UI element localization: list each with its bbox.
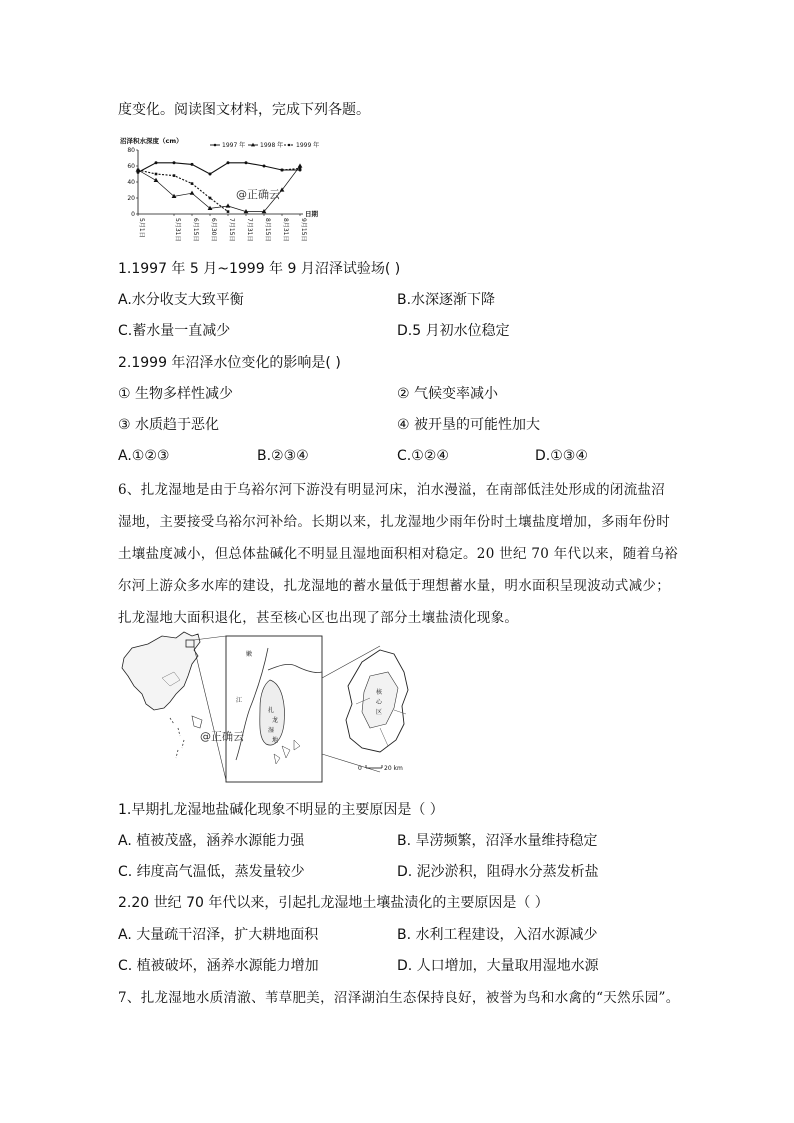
q6-paragraph-line: 土壤盐度减小，但总体盐碱化不明显且湿地面积相对稳定。20 世纪 70 年代以来，随着乌裕 — [118, 546, 678, 562]
chart-xlabel: 日期 — [305, 210, 318, 218]
q6-paragraph-line: 扎龙湿地大面积退化，甚至核心区也出现了部分土壤盐渍化现象。 — [118, 610, 519, 626]
q6-1-option-b[interactable]: B. 旱涝频繁，沼泽水量维持稳定 — [397, 833, 598, 849]
x-tick-label: 5月31日 — [174, 218, 181, 242]
data-point — [209, 173, 212, 176]
q6-2-stem: 2.20 世纪 70 年代以来，引起扎龙湿地土壤盐渍化的主要原因是（ ） — [118, 895, 549, 911]
x-tick-label: 9月15日 — [300, 218, 307, 242]
q6-paragraph — [118, 474, 678, 634]
china-outline — [122, 632, 200, 710]
q5-2-item-1: ① 生物多样性减少 — [118, 386, 234, 402]
q5-2-option-c[interactable]: C.①②④ — [397, 448, 449, 464]
chart-ylabel: 沼泽积水深度（cm） — [120, 137, 183, 145]
map-label: 龙 — [272, 717, 279, 724]
q6-paragraph-line: 尔河上游众多水库的建设，扎龙湿地的蓄水量低于理想蓄水量，明水面积呈现波动式减少； — [118, 578, 670, 594]
q6-paragraph-line: 6、扎龙湿地是由于乌裕尔河下游没有明显河床，泊水漫溢，在南部低洼处形成的闭流盐沼 — [118, 482, 666, 498]
x-tick-label: 8月31日 — [282, 218, 289, 242]
q6-2-option-d[interactable]: D. 人口增加，大量取用湿地水源 — [397, 958, 599, 974]
scale-text: 20 km — [384, 765, 403, 772]
map-label: 嫩 — [246, 651, 253, 658]
south-china-sea-dashes — [170, 718, 184, 758]
data-point — [209, 197, 212, 200]
taiwan-outline — [192, 716, 202, 728]
y-tick-label: 0 — [131, 211, 135, 218]
chart-watermark: @正确云 — [236, 188, 280, 201]
q5-2-item-4: ④ 被开垦的可能性加大 — [397, 417, 541, 433]
data-point — [298, 163, 303, 167]
data-point — [154, 178, 159, 182]
data-point — [227, 161, 230, 164]
data-point — [281, 169, 284, 172]
map-label: 湿 — [268, 727, 275, 734]
q5-1-option-a[interactable]: A.水分收支大致平衡 — [118, 292, 244, 308]
q5-1-option-b[interactable]: B.水深逐渐下降 — [397, 292, 496, 308]
data-point — [245, 161, 248, 164]
data-point — [263, 165, 266, 168]
q5-1-option-c[interactable]: C.蓄水量一直减少 — [118, 323, 231, 339]
map-label: 区 — [376, 709, 383, 716]
series-line — [138, 163, 300, 174]
zhalong-map-svg — [118, 628, 418, 788]
q5-2-item-3: ③ 水质趋于恶化 — [118, 417, 220, 433]
map-label: 心 — [376, 699, 383, 706]
q5-2-stem: 2.1999 年沼泽水位变化的影响是( ) — [118, 355, 341, 371]
data-point — [155, 173, 158, 176]
q6-1-option-a[interactable]: A. 植被茂盛，涵养水源能力强 — [118, 833, 305, 849]
legend-label: 1997 年 — [222, 142, 246, 149]
q7-text: 7、扎龙湿地水质清澈、苇草肥美，沼泽湖泊生态保持良好，被誉为鸟和水禽的“天然乐园”。 — [118, 990, 680, 1006]
q6-1-option-d[interactable]: D. 泥沙淤积，阻碍水分蒸发析盐 — [397, 864, 599, 880]
data-point — [226, 203, 231, 207]
q5-2-item-2: ② 气候变率减小 — [397, 386, 499, 402]
y-tick-label: 60 — [127, 163, 135, 170]
data-point — [227, 210, 230, 213]
water-depth-chart — [118, 134, 323, 250]
q5-1-stem: 1.1997 年 5 月~1999 年 9 月沼泽试验场( ) — [118, 261, 401, 277]
legend-marker — [214, 144, 217, 147]
y-tick-label: 20 — [127, 195, 135, 202]
q6-2-option-a[interactable]: A. 大量疏干沼泽，扩大耕地面积 — [118, 927, 319, 943]
x-tick-label: 6月30日 — [210, 218, 217, 242]
map-label: 江 — [236, 697, 243, 704]
data-point — [190, 191, 195, 195]
x-tick-label: 8月15日 — [264, 218, 271, 242]
q5-2-option-d[interactable]: D.①③④ — [535, 448, 588, 464]
y-tick-label: 40 — [127, 179, 135, 186]
scale-zero: 0 — [358, 765, 362, 772]
zhalong-wetland-map — [118, 628, 418, 792]
q5-2-option-a[interactable]: A.①②③ — [118, 448, 170, 464]
x-tick-label: 5月1日 — [138, 218, 145, 238]
data-point — [155, 161, 158, 164]
q5-1-option-d[interactable]: D.5 月初水位稳定 — [397, 323, 510, 339]
data-point — [299, 167, 302, 170]
legend-label: 1998 年 — [260, 142, 284, 149]
x-tick-label: 7月31日 — [246, 218, 253, 242]
data-point — [173, 174, 176, 177]
q6-paragraph-line: 湿地，主要接受乌裕尔河补给。长期以来，扎龙湿地少雨年份时土壤盐度增加，多雨年份时 — [118, 514, 670, 530]
map-watermark: @正确云 — [200, 730, 244, 743]
q6-1-option-c[interactable]: C. 纬度高气温低，蒸发量较少 — [118, 864, 305, 880]
connector-line — [194, 647, 226, 780]
q5-2-option-b[interactable]: B.②③④ — [257, 448, 309, 464]
data-point — [191, 182, 194, 185]
q6-2-option-b[interactable]: B. 水利工程建设，入沼水源减少 — [397, 927, 598, 943]
map-label: 地 — [272, 737, 279, 744]
map-label: 核 — [376, 689, 383, 696]
y-tick-label: 80 — [127, 147, 135, 154]
data-point — [173, 161, 176, 164]
x-tick-label: 7月15日 — [228, 218, 235, 242]
q6-2-option-c[interactable]: C. 植被破坏，涵养水源能力增加 — [118, 958, 319, 974]
x-tick-label: 6月15日 — [192, 218, 199, 242]
chart-x-ticks — [138, 214, 308, 241]
chart-y-ticks — [127, 147, 138, 218]
water-depth-chart-svg — [118, 134, 323, 246]
chart-legend — [210, 141, 319, 149]
q6-1-stem: 1.早期扎龙湿地盐碱化现象不明显的主要原因是（ ） — [118, 802, 444, 818]
legend-marker — [288, 144, 290, 146]
zoom-line — [322, 754, 380, 772]
map-label: 扎 — [268, 707, 275, 714]
legend-label: 1999 年 — [296, 142, 320, 149]
data-point — [191, 163, 194, 166]
intro-text: 度变化。阅读图文材料，完成下列各题。 — [118, 102, 370, 118]
data-point — [137, 169, 140, 172]
